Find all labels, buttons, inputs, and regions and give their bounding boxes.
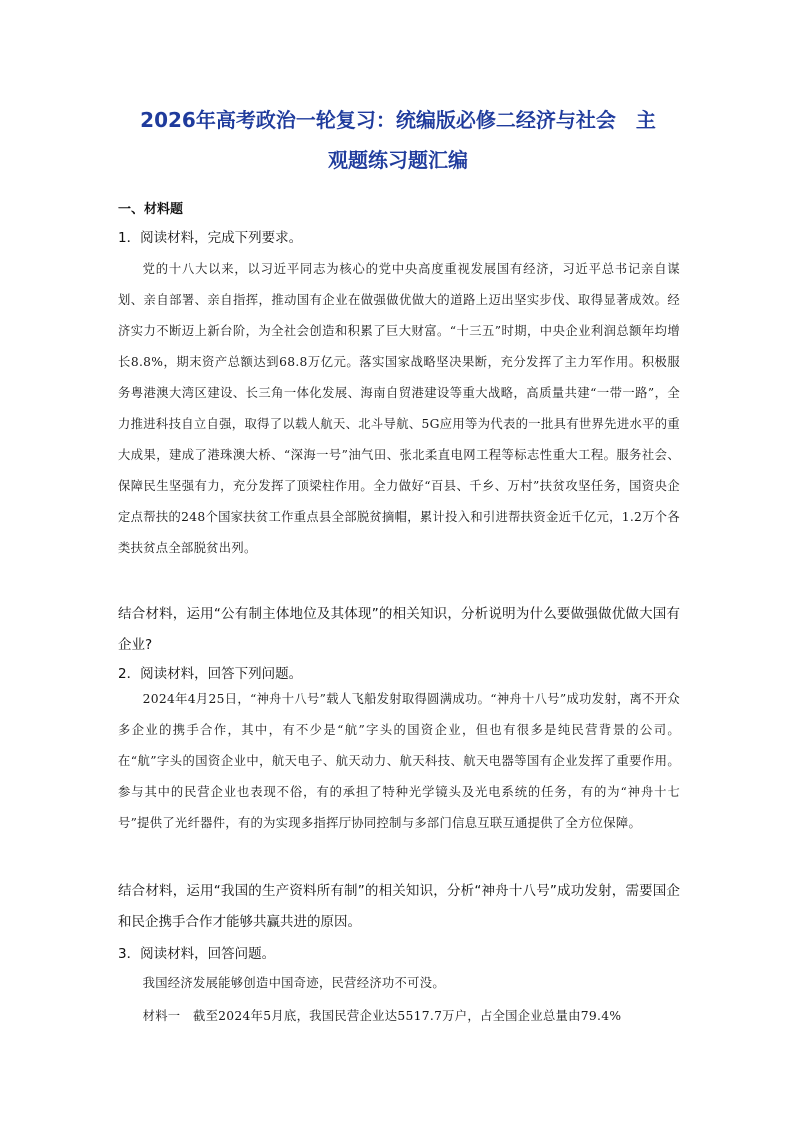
question-1-prompt: 1．阅读材料，完成下列要求。 xyxy=(118,230,303,246)
question-3-material-one: 材料一 截至2024年5月底，我国民营企业达5517.7万户，占全国企业总量由79.4% xyxy=(142,1009,622,1023)
document-title-line-1: 2026年高考政治一轮复习：统编版必修二经济与社会 主 xyxy=(140,108,656,132)
question-2-ask: 结合材料，运用“我国的生产资料所有制”的相关知识，分析“神舟十八号”成功发射，需要国企和民企携手合作才能够共赢共进的原因。 xyxy=(118,883,680,930)
question-1-material: 党的十八大以来，以习近平同志为核心的党中央高度重视发展国有经济，习近平总书记亲自谋划、亲自部署、亲自指挥，推动国有企业在做强做优做大的道路上迈出坚实步伐、取得显著成效。经济实力不断迈上新台阶，为全社会创造和积累了巨大财富。“十三五”时期，中央企业利润总额年均增长8.8%，期末资产总额达到68.8万亿元。落实国家战略坚决果断，充分发挥了主力军作用。积极服务粤港澳大湾区建设、长三角一体化发展、海南自贸港建设等重大战略，高质量共建“一带一路”，全力推进科技自立自强，取得了以载人航天、北斗导航、5G应用等为代表的一批具有世界先进水平的重大成果，建成了港珠澳大桥、“深海一号”油气田、张北柔直电网工程等标志性重大工程。服务社会、保障民生坚强有力，充分发挥了顶梁柱作用。全力做好“百县、千乡、万村”扶贫攻坚任务，国资央企定点帮扶的248个国家扶贫工作重点县全部脱贫摘帽，累计投入和引进帮扶资金近千亿元，1.2万个各类扶贫点全部脱贫出列。 xyxy=(118,262,680,555)
document-title-line-2: 观题练习题汇编 xyxy=(328,148,468,172)
question-2-prompt: 2．阅读材料，回答下列问题。 xyxy=(118,666,303,682)
section-heading: 一、材料题 xyxy=(118,202,184,217)
question-1-ask: 结合材料，运用“公有制主体地位及其体现”的相关知识，分析说明为什么要做强做优做大国有企业? xyxy=(118,606,680,653)
question-2-material: 2024年4月25日，“神舟十八号”载人飞船发射取得圆满成功。“神舟十八号”成功发射，离不开众多企业的携手合作，其中，有不少是“航”字头的国资企业，但也有很多是纯民营背景的公司。在“航”字头的国资企业中，航天电子、航天动力、航天科技、航天电器等国有企业发挥了重要作用。参与其中的民营企业也表现不俗，有的承担了特种光学镜头及光电系统的任务，有的为“神舟十七号”提供了光纤器件，有的为实现多指挥厅协同控制与多部门信息互联互通提供了全方位保障。 xyxy=(118,692,680,830)
question-3-prompt: 3．阅读材料，回答问题。 xyxy=(118,946,276,962)
question-3-material-intro: 我国经济发展能够创造中国奇迹，民营经济功不可没。 xyxy=(142,976,445,990)
